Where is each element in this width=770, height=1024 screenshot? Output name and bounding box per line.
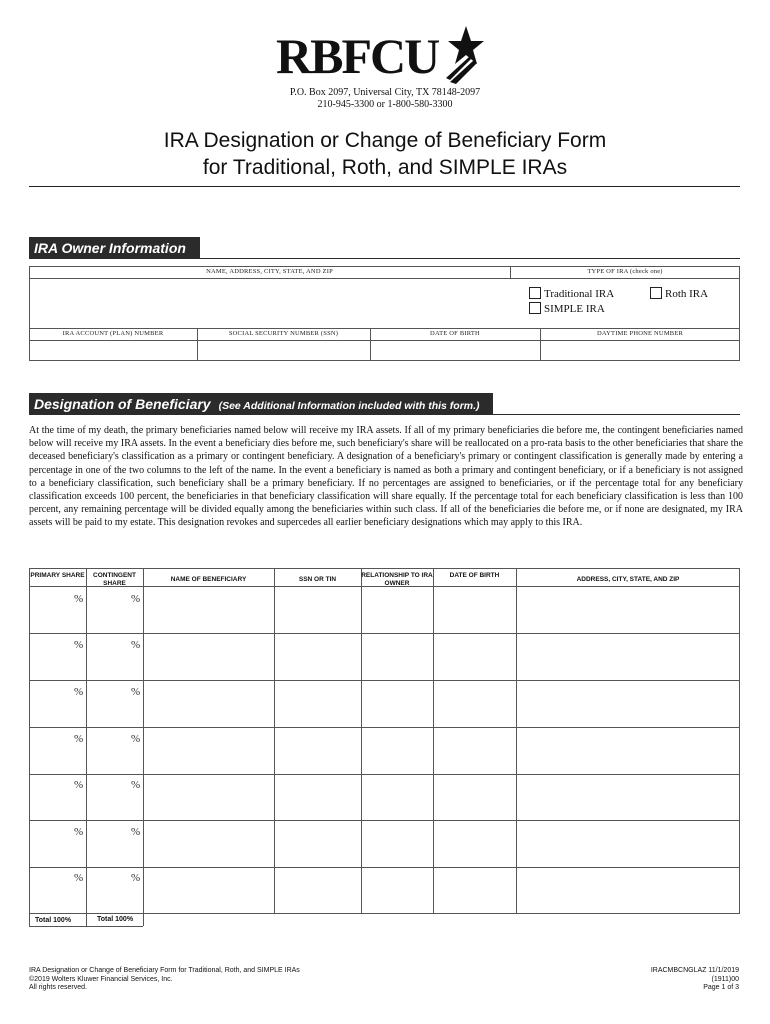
footer-form-code: IRACMBCNGLAZ 11/1/2019	[650, 967, 739, 974]
company-address: P.O. Box 2097, Universal City, TX 78148-2097	[289, 87, 481, 98]
roth-ira-label: Roth IRA	[665, 288, 709, 300]
col-ssn-tin: SSN OR TIN	[298, 576, 337, 583]
company-phone: 210-945-3300 or 1-800-580-3300	[317, 99, 453, 110]
footer-form-name: IRA Designation or Change of Beneficiary Form for Traditional, Roth, and SIMPLE IRAs	[29, 967, 300, 974]
phone-field[interactable]	[541, 341, 739, 360]
ssn-field[interactable]	[198, 341, 370, 360]
form-title-line1: IRA Designation or Change of Beneficiary Form	[163, 129, 607, 152]
simple-ira-label: SIMPLE IRA	[544, 303, 605, 315]
col-relationship: RELATIONSHIP TO IRA OWNER	[361, 572, 433, 587]
beneficiary-instructions: At the time of my death, the primary beneficiaries named below will receive my IRA assets. If all of my primary beneficiaries die before me, the contingent beneficiaries named below will receive my IRA assets. In the event a beneficiary dies before me, such beneficiary's share will be reallocated on a pro-rata basis to the other beneficiaries that share the deceased beneficiary's classification as a primary or contingent beneficiary. A designation of a beneficiary's primary or contingent classification is generally made by entering a percentage in one of the two columns to the left of the name. In the event a beneficiary is named as both a primary and contingent beneficiary, or if a beneficiary is not assigned to a beneficiary classification, such beneficiary shall be a primary beneficiary. If no percentages are assigned to beneficiaries, or if the percentage total for any beneficiary classification exceeds 100 percent, the beneficiaries in that beneficiary classification will share equally. If the percentage total for each beneficiary classification is less than 100 percent, any remaining percentage will be divided equally among the beneficiaries within such class. If all of the beneficiaries die before me, or if none are designated, my IRA assets will be paid to my estate. This designation revokes and supercedes all earlier beneficiary designations which may apply to this IRA.	[29, 425, 743, 529]
contingent-percent-symbol: %	[131, 733, 141, 745]
traditional-ira-checkbox[interactable]	[529, 287, 541, 299]
owner-name-label: NAME, ADDRESS, CITY, STATE, AND ZIP	[206, 268, 333, 275]
owner-section-heading: IRA Owner Information	[29, 237, 200, 259]
rbfcu-logo	[276, 28, 486, 84]
beneficiary-section-rule	[29, 414, 740, 415]
footer-page-number: Page 1 of 3	[703, 984, 739, 991]
simple-ira-checkbox[interactable]	[529, 302, 541, 314]
roth-ira-checkbox[interactable]	[650, 287, 662, 299]
footer-copyright: ©2019 Wolters Kluwer Financial Services, Inc.	[29, 975, 173, 983]
primary-percent-symbol: %	[74, 872, 84, 884]
star-icon	[444, 26, 484, 84]
account-number-label: IRA ACCOUNT (PLAN) NUMBER	[62, 330, 164, 337]
contingent-percent-symbol: %	[131, 686, 141, 698]
contingent-percent-symbol: %	[131, 593, 141, 605]
phone-label: DAYTIME PHONE NUMBER	[596, 330, 684, 337]
primary-percent-symbol: %	[74, 686, 84, 698]
footer-version: (1911)00	[711, 975, 739, 983]
contingent-total-label: Total 100%	[97, 916, 134, 923]
contingent-percent-symbol: %	[131, 639, 141, 651]
dob-field[interactable]	[371, 341, 540, 360]
contingent-percent-symbol: %	[131, 779, 141, 791]
owner-name-field[interactable]	[30, 279, 510, 327]
contingent-percent-symbol: %	[131, 872, 141, 884]
primary-percent-symbol: %	[74, 826, 84, 838]
beneficiary-section-subheading: (See Additional Information included with this form.)	[218, 400, 480, 412]
footer-left	[29, 967, 300, 993]
ira-type-label: TYPE OF IRA (check one)	[587, 268, 663, 275]
footer-rights: All rights reserved.	[29, 984, 87, 991]
primary-percent-symbol: %	[74, 639, 84, 651]
traditional-ira-label: Traditional IRA	[544, 288, 615, 300]
primary-total-label: Total 100%	[35, 917, 72, 924]
beneficiary-section-heading: Designation of Beneficiary (See Additional Information included with this form.)	[29, 393, 493, 415]
col-contingent-share: CONTINGENT SHARE	[93, 572, 136, 587]
contingent-percent-symbol: %	[131, 826, 141, 838]
account-number-field[interactable]	[30, 341, 197, 360]
title-divider	[29, 186, 740, 187]
logo-wordmark: RBFCU	[276, 28, 439, 84]
form-title-line2: for Traditional, Roth, and SIMPLE IRAs	[202, 156, 568, 179]
primary-percent-symbol: %	[74, 779, 84, 791]
col-address: ADDRESS, CITY, STATE, AND ZIP	[576, 576, 680, 583]
owner-section-rule	[29, 258, 740, 259]
primary-percent-symbol: %	[74, 733, 84, 745]
dob-label: DATE OF BIRTH	[430, 330, 480, 337]
primary-percent-symbol: %	[74, 593, 84, 605]
col-beneficiary-name: NAME OF BENEFICIARY	[170, 576, 247, 583]
ssn-label: SOCIAL SECURITY NUMBER (SSN)	[228, 330, 339, 337]
footer-right	[651, 967, 739, 993]
col-primary-share: PRIMARY SHARE	[30, 572, 85, 579]
col-date-of-birth: DATE OF BIRTH	[449, 572, 500, 579]
